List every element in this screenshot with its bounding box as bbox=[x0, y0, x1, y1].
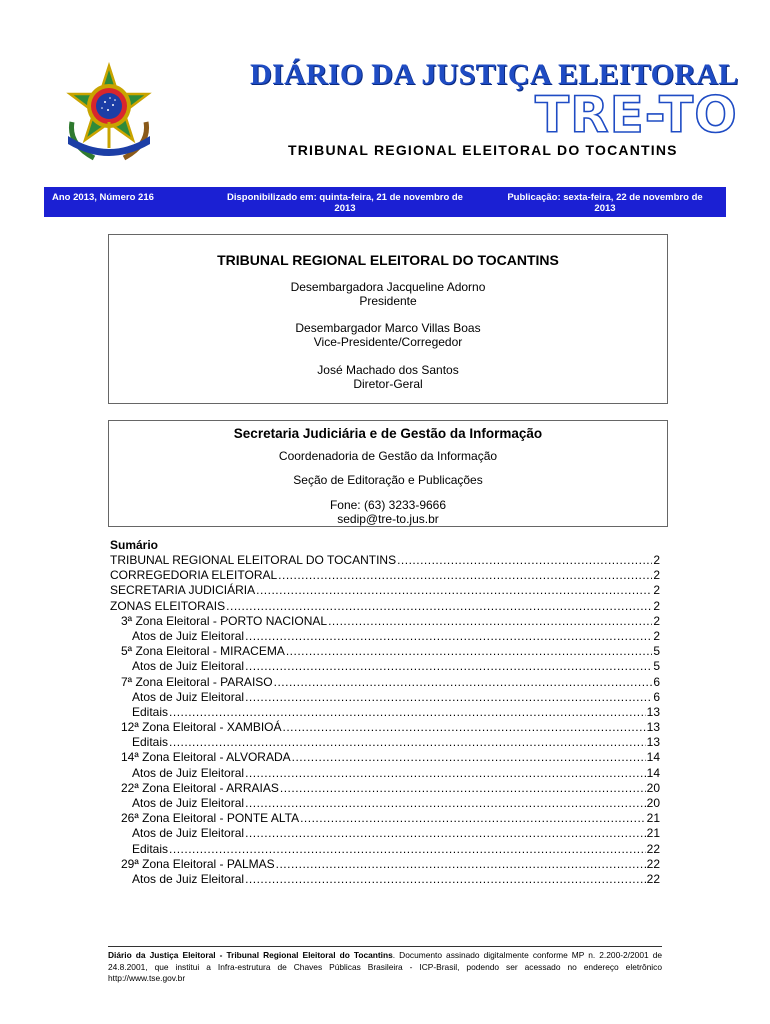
toc-leader-dots bbox=[397, 553, 652, 568]
toc-item-page: 14 bbox=[646, 765, 660, 780]
toc-item-page: 2 bbox=[653, 628, 660, 643]
toc-leader-dots bbox=[245, 826, 646, 841]
toc-item[interactable] bbox=[110, 857, 660, 872]
toc-item[interactable] bbox=[110, 781, 660, 796]
toc-leader-dots bbox=[286, 644, 652, 659]
toc-item-page: 21 bbox=[646, 826, 660, 841]
vice-president-role: Vice-Presidente/Corregedor bbox=[313, 335, 463, 349]
toc-leader-dots bbox=[245, 872, 646, 887]
publication-date bbox=[494, 192, 716, 214]
toc-item-label: ZONAS ELEITORAIS bbox=[110, 598, 226, 613]
toc-leader-dots bbox=[169, 842, 646, 857]
toc-item[interactable] bbox=[110, 811, 660, 826]
footer-bold: Diário da Justiça Eleitoral - Tribunal Regional Eleitoral do Tocantins bbox=[108, 950, 393, 960]
toc-item[interactable] bbox=[110, 614, 660, 629]
toc-leader-dots bbox=[292, 750, 646, 765]
toc-item-label: 29ª Zona Eleitoral - PALMAS bbox=[121, 856, 275, 871]
toc-leader-dots bbox=[256, 583, 652, 598]
toc-item-label: Editais bbox=[132, 841, 169, 856]
toc-item[interactable] bbox=[110, 796, 660, 811]
toc-item[interactable] bbox=[110, 826, 660, 841]
toc-item[interactable] bbox=[110, 842, 660, 857]
toc-item[interactable] bbox=[110, 690, 660, 705]
tre-to-logo: TRE-TO bbox=[535, 86, 738, 144]
availability-date-line1: Disponibilizado em: quinta-feira, 21 de novembro de bbox=[227, 192, 463, 203]
toc-item-page: 2 bbox=[653, 598, 660, 613]
masthead-title: DIÁRIO DA JUSTIÇA ELEITORAL bbox=[250, 58, 739, 91]
footer-text: . Documento assinado digitalmente conforme MP n. 2.200-2/2001 de 24.8.2001, que institui a Infra-estrutura de Chaves Públicas Brasileira - ICP-Brasil, podendo ser acessado no endereço eletrônico http://www.tse.gov.br bbox=[108, 950, 663, 983]
court-info-box bbox=[108, 234, 668, 404]
toc-item-page: 5 bbox=[653, 644, 660, 659]
toc-leader-dots bbox=[300, 811, 646, 826]
toc-item-label: Editais bbox=[132, 704, 169, 719]
toc-item-page: 20 bbox=[646, 780, 660, 795]
summary-title: Sumário bbox=[110, 538, 159, 552]
toc-item-page: 6 bbox=[653, 674, 660, 689]
toc-leader-dots bbox=[245, 766, 646, 781]
toc-item[interactable] bbox=[110, 705, 660, 720]
toc-item-label: Atos de Juiz Eleitoral bbox=[132, 871, 245, 886]
toc-item-label: Atos de Juiz Eleitoral bbox=[132, 765, 245, 780]
toc-item[interactable] bbox=[110, 644, 660, 659]
availability-date-line2: 2013 bbox=[334, 203, 356, 214]
issue-number: Ano 2013, Número 216 bbox=[52, 192, 154, 203]
table-of-contents bbox=[110, 538, 660, 887]
toc-item[interactable] bbox=[110, 553, 660, 568]
contact-email[interactable]: sedip@tre-to.jus.br bbox=[337, 512, 439, 526]
publication-date-line1: Publicação: sexta-feira, 22 de novembro de bbox=[507, 192, 703, 203]
footer-note bbox=[108, 950, 662, 985]
toc-leader-dots bbox=[169, 735, 646, 750]
toc-item[interactable] bbox=[110, 750, 660, 765]
toc-item-label: CORREGEDORIA ELEITORAL bbox=[110, 568, 278, 583]
toc-item-page: 21 bbox=[646, 811, 660, 826]
toc-item-page: 22 bbox=[646, 871, 660, 886]
toc-item-label: 26ª Zona Eleitoral - PONTE ALTA bbox=[121, 811, 300, 826]
toc-item-label: Atos de Juiz Eleitoral bbox=[132, 628, 245, 643]
court-title: TRIBUNAL REGIONAL ELEITORAL DO TOCANTINS bbox=[217, 252, 559, 268]
president-name: Desembargadora Jacqueline Adorno bbox=[290, 280, 486, 294]
toc-item[interactable] bbox=[110, 872, 660, 887]
phone-number: Fone: (63) 3233-9666 bbox=[329, 498, 447, 512]
toc-leader-dots bbox=[245, 629, 652, 644]
toc-item-label: 14ª Zona Eleitoral - ALVORADA bbox=[121, 750, 291, 765]
toc-list bbox=[110, 553, 660, 887]
toc-item-label: 12ª Zona Eleitoral - XAMBIOÁ bbox=[121, 720, 282, 735]
toc-leader-dots bbox=[280, 781, 646, 796]
toc-item[interactable] bbox=[110, 735, 660, 750]
toc-leader-dots bbox=[226, 599, 652, 614]
director-role: Diretor-Geral bbox=[353, 377, 423, 391]
toc-item-page: 2 bbox=[653, 568, 660, 583]
toc-leader-dots bbox=[283, 720, 646, 735]
toc-leader-dots bbox=[245, 659, 652, 674]
toc-leader-dots bbox=[169, 705, 646, 720]
toc-item[interactable] bbox=[110, 659, 660, 674]
toc-item-label: SECRETARIA JUDICIÁRIA bbox=[110, 583, 256, 598]
secretaria-info-box bbox=[108, 420, 668, 527]
toc-item[interactable] bbox=[110, 629, 660, 644]
toc-item-label: 3ª Zona Eleitoral - PORTO NACIONAL bbox=[121, 613, 328, 628]
toc-item-label: TRIBUNAL REGIONAL ELEITORAL DO TOCANTINS bbox=[110, 553, 397, 567]
toc-item-label: Atos de Juiz Eleitoral bbox=[132, 689, 245, 704]
toc-leader-dots bbox=[245, 796, 646, 811]
toc-leader-dots bbox=[328, 614, 652, 629]
toc-item-page: 14 bbox=[646, 750, 660, 765]
secretaria-title: Secretaria Judiciária e de Gestão da Informação bbox=[233, 426, 543, 441]
toc-item-page: 2 bbox=[653, 583, 660, 598]
vice-president-name: Desembargador Marco Villas Boas bbox=[295, 321, 481, 335]
toc-item[interactable] bbox=[110, 568, 660, 583]
toc-item[interactable] bbox=[110, 720, 660, 735]
publication-date-line2: 2013 bbox=[594, 203, 616, 214]
toc-leader-dots bbox=[245, 690, 652, 705]
toc-item-label: Editais bbox=[132, 735, 169, 750]
secao-label: Seção de Editoração e Publicações bbox=[293, 473, 483, 487]
toc-item-label: Atos de Juiz Eleitoral bbox=[132, 796, 245, 810]
toc-item-page: 5 bbox=[653, 659, 660, 674]
toc-item-page: 6 bbox=[653, 689, 660, 704]
toc-item[interactable] bbox=[110, 675, 660, 690]
toc-item-page: 13 bbox=[646, 735, 660, 750]
toc-item-page: 2 bbox=[653, 613, 660, 628]
toc-item[interactable] bbox=[110, 583, 660, 598]
toc-item-page: 22 bbox=[646, 856, 660, 871]
toc-item-label: 5ª Zona Eleitoral - MIRACEMA bbox=[121, 644, 285, 659]
director-name: José Machado dos Santos bbox=[317, 363, 459, 377]
toc-item[interactable] bbox=[110, 599, 660, 614]
toc-item-page: 13 bbox=[646, 720, 660, 735]
toc-item-page: 13 bbox=[646, 704, 660, 719]
toc-item-label: 22ª Zona Eleitoral - ARRAIAS bbox=[121, 780, 279, 795]
toc-item-label: Atos de Juiz Eleitoral bbox=[132, 826, 245, 841]
toc-leader-dots bbox=[276, 857, 646, 872]
toc-leader-dots bbox=[278, 568, 652, 583]
toc-item-label: 7ª Zona Eleitoral - PARAISO bbox=[121, 674, 273, 689]
issue-info-bar bbox=[44, 187, 726, 217]
toc-leader-dots bbox=[274, 675, 653, 690]
toc-item-page: 22 bbox=[646, 841, 660, 856]
president-role: Presidente bbox=[359, 294, 417, 308]
toc-item[interactable] bbox=[110, 766, 660, 781]
toc-item-page: 20 bbox=[646, 796, 660, 810]
coordenadoria-label: Coordenadoria de Gestão da Informação bbox=[278, 449, 498, 463]
footer-divider bbox=[108, 946, 662, 947]
header-subtitle: TRIBUNAL REGIONAL ELEITORAL DO TOCANTINS bbox=[288, 142, 678, 158]
toc-item-page: 2 bbox=[653, 553, 660, 567]
toc-item-label: Atos de Juiz Eleitoral bbox=[132, 659, 245, 674]
coat-of-arms-emblem bbox=[58, 62, 160, 164]
availability-date bbox=[214, 192, 476, 214]
